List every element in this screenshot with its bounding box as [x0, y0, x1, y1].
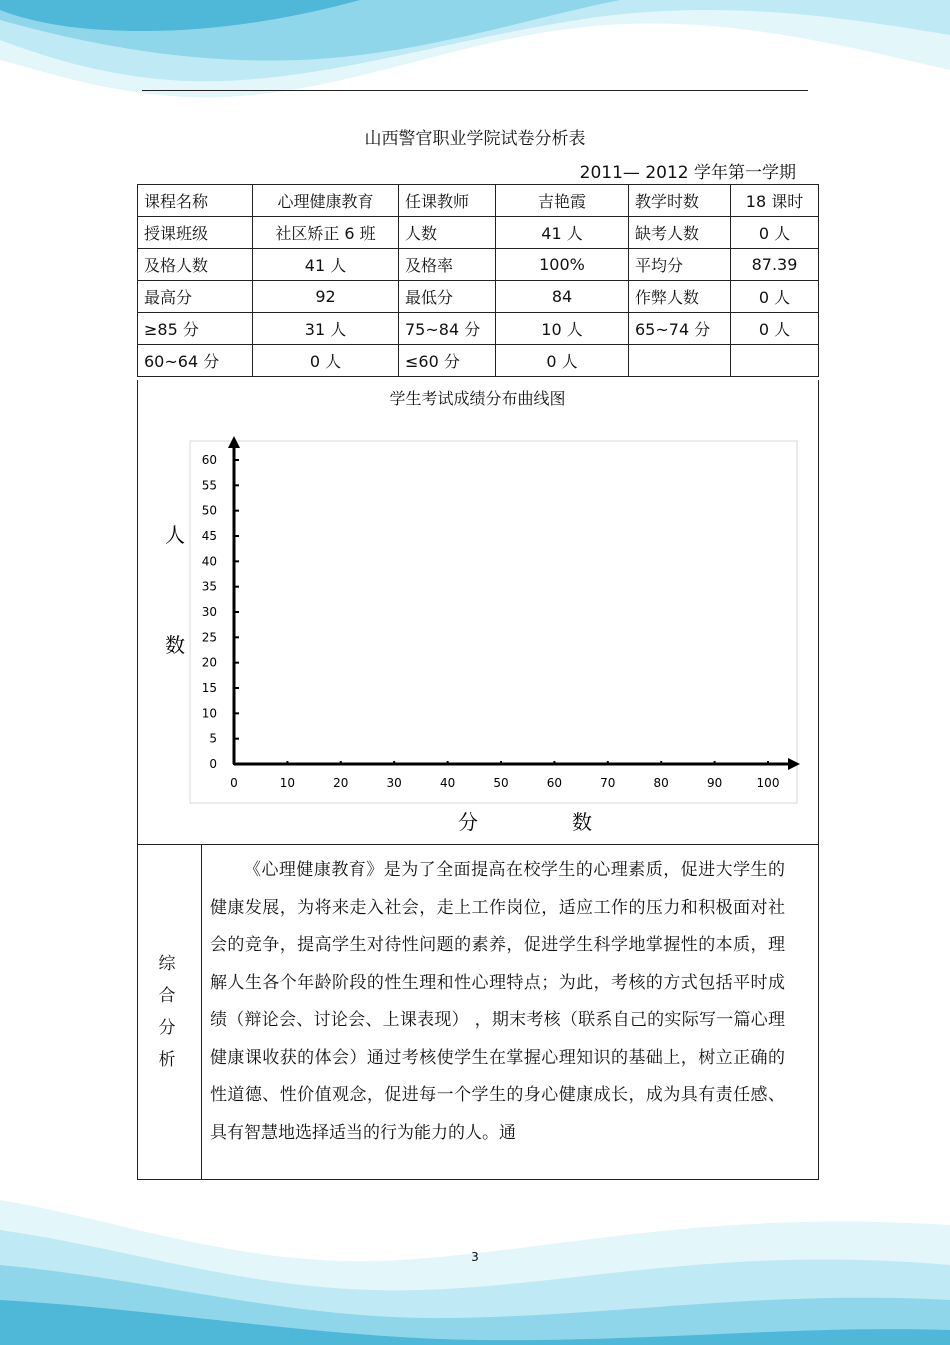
table-cell: 吉艳霞: [496, 185, 629, 217]
y-axis-label-char: 人: [165, 523, 185, 547]
table-cell: 及格人数: [138, 249, 253, 281]
table-cell: 41 人: [496, 217, 629, 249]
document-title: 山西警官职业学院试卷分析表: [364, 129, 586, 149]
table-cell: 0 人: [253, 345, 399, 377]
x-tick-label: 60: [546, 776, 563, 790]
table-cell: 作弊人数: [629, 281, 731, 313]
chart-title: 学生考试成绩分布曲线图: [389, 389, 566, 408]
y-axis-label-char: 数: [165, 633, 185, 657]
table-cell: 0 人: [731, 281, 819, 313]
x-tick-label: 70: [600, 776, 616, 790]
table-cell: 41 人: [253, 249, 399, 281]
x-axis-label-char: 数: [572, 810, 592, 834]
table-cell: 0 人: [731, 217, 819, 249]
table-cell: 人数: [399, 217, 496, 249]
table-cell: 84: [496, 281, 629, 313]
y-tick-label: 10: [201, 706, 217, 721]
table-cell: 授课班级: [138, 217, 253, 249]
y-tick-label: 55: [201, 478, 217, 493]
table-cell: 最低分: [399, 281, 496, 313]
table-cell: 最高分: [138, 281, 253, 313]
x-tick-label: 50: [493, 776, 509, 790]
y-tick-label: 50: [201, 503, 217, 518]
analysis-text: 《心理健康教育》是为了全面提高在校学生的心理素质，促进大学生的健康发展，为将来走入社会，走上工作岗位，适应工作的压力和积极面对社会的竞争，提高学生对待性问题的素养，促进学生科学地掌握性的本质，理解人生各个年龄阶段的性生理和性心理特点；为此，考核的方式包括平时成绩（辩论会、讨论会、上课表现） ，期末考核（联系自己的实际写一篇心理健康课收获的体会）通过考核使学生在掌握心理知识的基础上，树立正确的性道德、性价值观念，促进每一个学生的身心健康成长，成为具有责任感、具有智慧地选择适当的行为能力的人。通: [210, 860, 785, 1143]
y-tick-label: 25: [201, 630, 217, 645]
table-cell: 92: [253, 281, 399, 313]
analysis-label-char: 合: [158, 986, 176, 1006]
table-cell: 100%: [496, 249, 629, 281]
table-cell: 心理健康教育: [253, 185, 399, 217]
table-cell: 社区矫正 6 班: [253, 217, 399, 249]
table-cell: ≤60 分: [399, 345, 496, 377]
y-tick-label: 40: [201, 554, 217, 569]
table-cell: 31 人: [253, 313, 399, 345]
table-cell: 0 人: [731, 313, 819, 345]
x-tick-label: 40: [439, 776, 456, 790]
table-cell: 87.39: [731, 249, 819, 281]
table-cell: 60~64 分: [138, 345, 253, 377]
x-tick-label: 20: [333, 776, 349, 790]
x-tick-label: 10: [279, 776, 296, 790]
analysis-label-char: 综: [158, 954, 176, 974]
x-tick-label: 30: [386, 776, 402, 790]
plot-area: [190, 441, 797, 803]
analysis-label-char: 析: [158, 1050, 176, 1070]
table-cell: 及格率: [399, 249, 496, 281]
x-tick-label: 90: [706, 776, 723, 790]
academic-term: 2011— 2012 学年第一学期: [579, 163, 796, 183]
x-tick-label: 100: [756, 776, 780, 790]
x-tick-label: 0: [230, 776, 238, 790]
y-tick-label: 5: [209, 731, 217, 746]
analysis-label-char: 分: [158, 1018, 176, 1038]
page-number: 3: [471, 1250, 479, 1264]
analysis-divider: [201, 844, 202, 1179]
y-tick-label: 0: [209, 757, 217, 771]
y-tick-label: 60: [201, 453, 217, 467]
table-cell: ≥85 分: [138, 313, 253, 345]
x-tick-label: 80: [653, 776, 669, 790]
x-axis-label-char: 分: [458, 810, 478, 834]
y-tick-label: 15: [201, 681, 217, 695]
table-cell: 课程名称: [138, 185, 253, 217]
y-tick-label: 30: [201, 605, 217, 619]
table-cell: 平均分: [629, 249, 731, 281]
y-tick-label: 35: [201, 579, 217, 594]
table-cell: 0 人: [496, 345, 629, 377]
table-cell: 缺考人数: [629, 217, 731, 249]
analysis-label: [150, 948, 184, 1076]
table-cell: 65~74 分: [629, 313, 731, 345]
table-cell: 75~84 分: [399, 313, 496, 345]
y-tick-label: 20: [201, 655, 217, 670]
table-cell: 教学时数: [629, 185, 731, 217]
y-tick-label: 45: [201, 529, 217, 543]
table-cell: 任课教师: [399, 185, 496, 217]
table-cell: 18 课时: [731, 185, 819, 217]
table-cell: 10 人: [496, 313, 629, 345]
